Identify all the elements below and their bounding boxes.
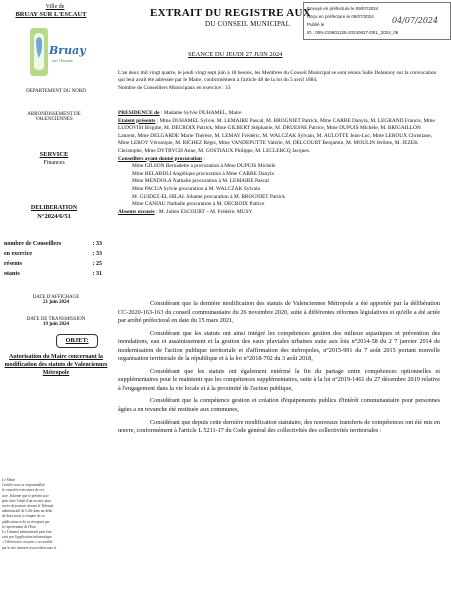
legal-footer-note: Le Maire Certifie sous sa responsabilité le caractère exécutoire de cet acte. Informe que le présent acte peut faire l'objet d'un recours pour excès de pouvoir devant le Tribunal administratif de Lille dans un délai de deux mois à compter de sa publication et de sa réception par le représentant de l'Etat. Le Tribunal administratif peut être saisi par l'application informatique « Télérecours citoyens » accessible par le site internet www.telerecours.fr [2,478,57,550]
arrondissement: ARRONDISSEMENT DE VALENCIENNES [27,112,81,122]
presidence-line: PRESIDENCE de : Madame Sylvie DUHAMEL, Maire [118,110,242,116]
procuration-item: Mme MENDOLA Nathalie procuration à M. LEMAIRE Pascal [132,178,269,185]
deliberation-number: N°2024/6/51 [37,213,71,220]
objet-text: Autorisation du Maire concernant la modification des statuts de Valenciennes Métropole [4,354,108,376]
intro-paragraph: L'an deux mil vingt quatre, le jeudi vingt sept juin à 18 heures, les Membres du Conseil Municipal se sont réunis Salle Delannoy sur la convocation qui leur avait été adressée par le Maire, conformément à l'article 48 de la loi du 5 avril 1884. Nombre de Conseillers Municipaux en exercice : 33 [118,70,437,91]
count-row: nombre de Conseillers : 33 [4,241,102,247]
prefecture-stamp: Envoyé en préfecture le 09/07/2024 Reçu en préfecture le 09/07/2024 Publié le ID : 059-215901125-20240627-DEL_2024_06 04/07/2024 [303,2,451,40]
count-row: otants : 31 [4,271,102,277]
procuration-item: Mme CANIAU Nathalie procuration à M. DECROIX Patrice [132,201,265,208]
procuration-item: M. GUIDEZ-EL HILAL Sihame procuration à M. BROGNIET Patrick [132,193,286,200]
count-row: en exercice : 33 [4,251,102,257]
logo-text: Bruay [49,44,86,57]
procuration-item: Mme GILSON Bernadette a procuration à Mme DUPUIS Michèle [132,163,276,170]
paragraph: Considérant que les statuts ont également entériné la fin du partage entre compétences optionnelles et supplémentaires pour le maintenir que les compétences supplémentaires, suite à la loi n°2019-1461 du 27 décembre 2019 relative à l'engagement dans la vie locale et à la proximité de l'action publique, [118,367,440,392]
considerants [118,300,440,440]
presents-line: Etaient présents : Mme DUHAMEL Sylvie, M. LEMAIRE Pascal, M. BROGNIET Patrick, Mme CARRE Danyla, M. LEGRAND Francis, Mme LUDOVISI Brigitte, M. DECROIX Patrick, Mme GILBERT Stéphanie, M. DRUESNE Patrice, Mme DUPUIS Michèle, M. BRIGAILLON Laurent, Mme DELGARDE Marie Thérèse, M. LEMAY Frédéric, M. WALCZAK Sylvain, M. AULOTTE Jean-Luc, Mme LEROUX Christiane, Mme LEROY Véronique, M. RICHEZ Régis, Mme VANDEPUTTE Valérie, M. DELCOURT Benjamin, M. MOULIN Jérôme, M. JEZEK Christophe, Mme DYTRYCH Anne, M. GOSTIAUX Philippe, M. LECLERCQ Jacques. [118,117,435,154]
absents-line: Absents excusés : M. Julien ESCOURT – M. Frédéric MUSY [118,208,253,215]
document-title: EXTRAIT DU REGISTRE AUX [150,7,312,19]
seance-date: SEANCE DU JEUDI 27 JUIN 2024 [188,51,283,58]
deliberation-label: DELIBERATION [30,205,78,211]
document-subtitle: DU CONSEIL MUNICIPAL [205,20,291,28]
count-row: résents : 25 [4,261,102,267]
council-counts [4,239,102,279]
ville-label: Ville de [45,4,65,10]
date-transmission: DATE DE TRANSMISSION 19 juin 2024 [26,317,86,327]
service-label: SERVICE [39,151,69,158]
date-affichage: DATE D'AFFICHAGE 21 juin 2024 [32,295,80,305]
procurations-heading: Conseillers ayant donné procuration : [118,155,205,162]
paragraph: Considérant que les statuts ont ainsi intégré les compétences gestion des milieux aquatiques et prévention des inondations, eau et assainissement et la gestion des eaux pluviales urbaines suite aux lois n°2014-58 du 2 7 janvier 2014 de modernisation de l'action publique territoriale et d'affirmation des métropoles, n°2015-991 du 7 août 2015 portant nouvelle organisation territoriale de la république et à la loi n°2018-702 du 3 août 2018, [118,329,440,363]
departement: DEPARTEMENT DU NORD [26,89,86,94]
attendance-list [118,110,440,216]
procuration-item: Mme PACUA Sylvie procuration à M. WALCZAK Sylvain [132,185,261,192]
paragraph: Considérant que la dernière modification des statuts de Valenciennes Métropole a été apportée par la délibération CC-2020-163-163 du conseil communautaire du 26 novembre 2020, suite à différentes réformes législatives et qu'elle a été actée par arrêté préfectoral en date du 15 mars 2021, [118,300,440,325]
objet-label: OBJET: [56,334,98,348]
paragraph: Considérant que depuis cette dernière modification statutaire, des nouveaux transferts de compétences ont été mis en œuvre, conformément à l'article L 5211-17 du Code général des collectivités des collectivités territoriales : [118,418,440,435]
bruay-logo [28,24,86,80]
paragraph: Considérant que la compétence gestion et création d'équipements publics d'intérêt communautaire pour personnes âgées a en revanche été restituée aux communes, [118,397,440,414]
handwritten-date: 04/07/2024 [392,16,439,25]
service-value: Finances [43,160,65,166]
logo-subtext: sur l'Escaut [52,59,73,63]
ville-name: BRUAY SUR L'ESCAUT [15,11,87,18]
procuration-item: Mme BELABDLI Angélique procuration à Mme CARRE Danyla [132,170,274,177]
